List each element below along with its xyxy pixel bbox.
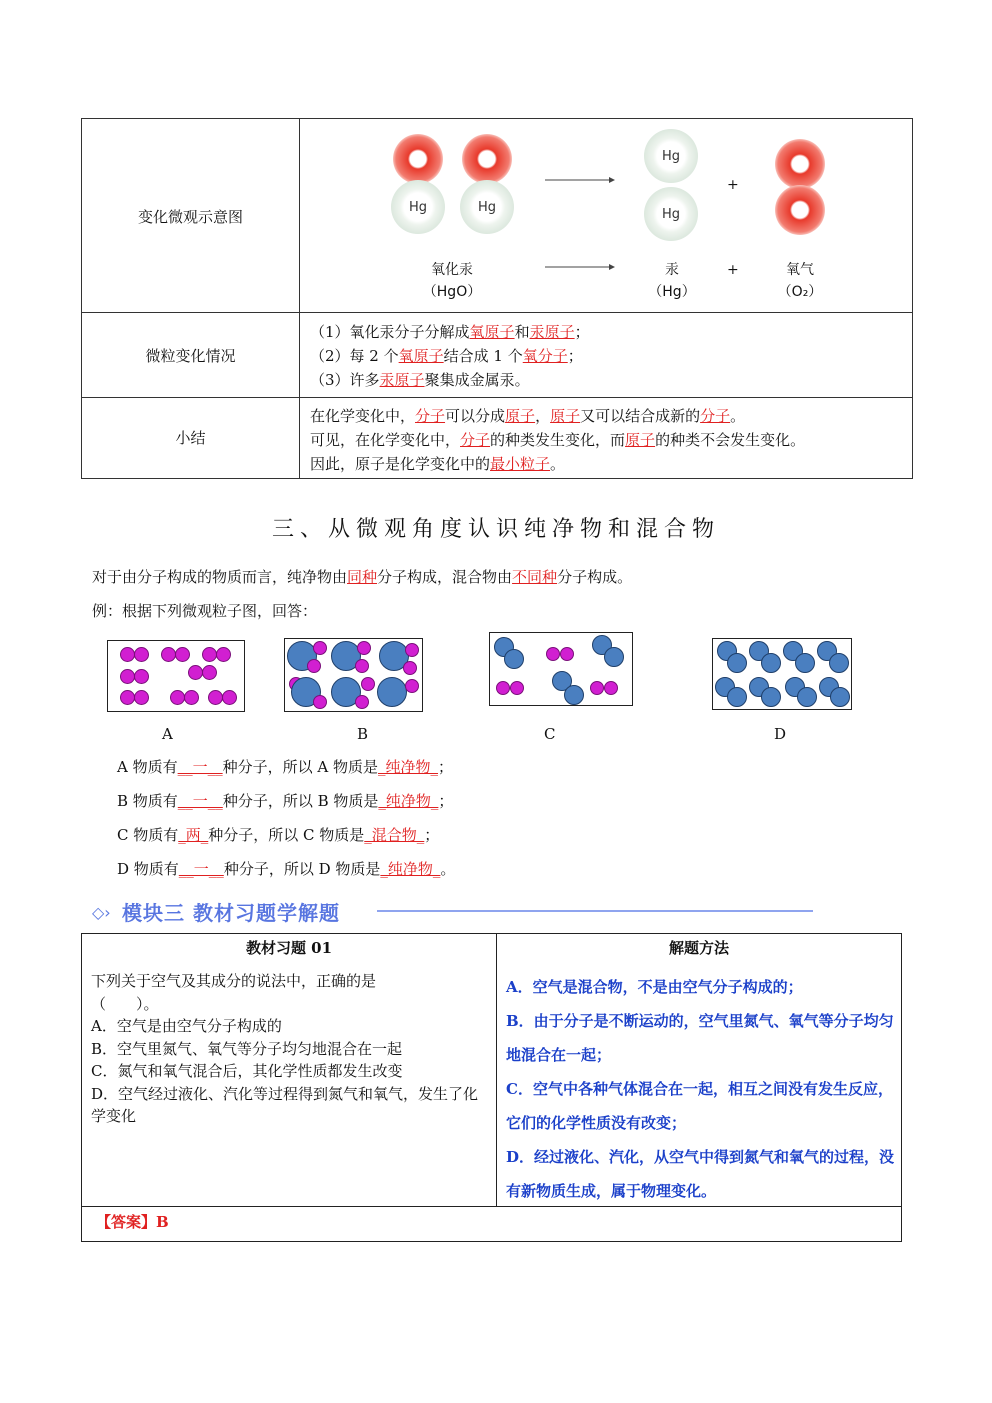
question-stem: 下列关于空气及其成分的说法中，正确的是 xyxy=(91,972,377,990)
method-a: A．空气是混合物，不是由空气分子构成的； xyxy=(506,978,803,996)
answer-line-b xyxy=(117,790,453,811)
text-run: D 物质有 xyxy=(117,860,179,878)
answer-blank: 汞原子 xyxy=(529,323,575,341)
text-run: 聚集成金属汞。 xyxy=(424,371,530,389)
answer-blank: _纯净物_ xyxy=(380,860,441,878)
summary-text xyxy=(310,404,906,476)
text-run: 的种类不会发生变化。 xyxy=(655,431,806,449)
answer-blank: _混合物_ xyxy=(364,826,425,844)
mercury-atom: Hg xyxy=(460,180,514,234)
product2-formula: （O₂） xyxy=(777,284,823,300)
box-label-c: C xyxy=(544,725,556,743)
exercise-table xyxy=(81,933,902,1242)
intro-text xyxy=(92,566,632,587)
text-run: ； xyxy=(438,758,454,776)
oxygen-atom: O xyxy=(775,139,825,189)
plus-sign: + xyxy=(727,262,739,278)
answer-label: 【答案】 xyxy=(96,1213,157,1231)
text-run: 对于由分子构成的物质而言，纯净物由 xyxy=(92,568,348,586)
option-c: C．氮气和氧气混合后，其化学性质都发生改变 xyxy=(91,1062,403,1080)
answer-blank: 氧原子 xyxy=(469,323,515,341)
answer-blank: 原子 xyxy=(505,407,536,425)
answer-blank: _两_ xyxy=(178,826,209,844)
answer-blank: __一__ xyxy=(178,860,224,878)
exercise-header: 教材习题 01 xyxy=(245,939,333,957)
row-label-particles: 微粒变化情况 xyxy=(145,347,236,365)
answer-blank: 原子 xyxy=(550,407,581,425)
answer-row xyxy=(96,1211,169,1232)
option-d: D．空气经过液化、汽化等过程得到氮气和氧气，发生了化学变化 xyxy=(91,1084,479,1125)
change-table xyxy=(81,118,913,479)
answer-blank: 氧原子 xyxy=(398,347,444,365)
reaction-arrow xyxy=(545,262,615,272)
answer-value: B xyxy=(156,1213,169,1231)
text-run: 可以分成 xyxy=(445,407,506,425)
text-line xyxy=(310,404,906,428)
text-run: 。 xyxy=(550,455,566,473)
text-run: （2）每 2 个 xyxy=(310,347,399,365)
section-title: 三、从微观角度认识纯净物和混合物 xyxy=(271,517,720,542)
answer-blank: 汞原子 xyxy=(379,371,425,389)
text-run: ； xyxy=(424,826,440,844)
answer-blank: _纯净物_ xyxy=(378,758,439,776)
text-run: 种分子，所以 D 物质是 xyxy=(223,860,381,878)
text-run: B 物质有 xyxy=(117,792,178,810)
row-label-diagram: 变化微观示意图 xyxy=(137,208,243,226)
method-c: C．空气中各种气体混合在一起，相互之间没有发生反应，它们的化学性质没有改变； xyxy=(506,1080,893,1132)
mercury-atom: Hg xyxy=(644,129,698,183)
plus-sign: + xyxy=(727,177,739,193)
text-run: （3）许多 xyxy=(310,371,380,389)
reaction-arrow xyxy=(545,175,615,185)
text-line xyxy=(310,452,906,476)
reactant-name: 氧化汞 xyxy=(431,262,473,278)
text-run: 分子构成，混合物由 xyxy=(377,568,513,586)
answer-line-c xyxy=(117,824,439,845)
text-run: （1）氧化汞分子分解成 xyxy=(310,323,470,341)
text-run: 在化学变化中， xyxy=(310,407,416,425)
text-line xyxy=(310,344,906,368)
answer-blank: _纯净物_ xyxy=(378,792,439,810)
particle-change-text xyxy=(310,320,906,392)
particle-box-b xyxy=(284,638,423,712)
answer-blank: 原子 xyxy=(625,431,656,449)
answer-line-d xyxy=(117,858,455,879)
text-run: 和 xyxy=(514,323,530,341)
text-run: ； xyxy=(438,792,454,810)
reactant-formula: （HgO） xyxy=(422,284,482,300)
product1-formula: （Hg） xyxy=(648,284,696,300)
method-d: D．经过液化、汽化，从空气中得到氮气和氧气的过程，没有新物质生成，属于物理变化。 xyxy=(506,1148,895,1200)
text-run: ； xyxy=(567,347,583,365)
method-b: B．由于分子是不断运动的，空气里氮气、氧气等分子均匀地混合在一起； xyxy=(506,1012,894,1064)
text-run: 可见，在化学变化中， xyxy=(310,431,461,449)
text-run: 因此，原子是化学变化中的 xyxy=(310,455,491,473)
text-line xyxy=(310,320,906,344)
text-run: ； xyxy=(574,323,590,341)
text-run: 。 xyxy=(440,860,456,878)
mercury-atom: Hg xyxy=(391,180,445,234)
method-block xyxy=(506,970,898,1208)
text-run: 种分子，所以 A 物质是 xyxy=(222,758,378,776)
text-run: 分子构成。 xyxy=(557,568,633,586)
answer-line-a xyxy=(117,756,453,777)
answer-blank: 最小粒子 xyxy=(490,455,551,473)
answer-blank: 氧分子 xyxy=(522,347,568,365)
oxygen-atom: O xyxy=(393,134,443,184)
question-block xyxy=(91,970,491,1128)
box-label-b: B xyxy=(357,725,369,743)
double-chevron-icon: ◇› xyxy=(92,903,111,922)
module-title: 模块三 教材习题学解题 xyxy=(122,901,340,925)
product2-name: 氧气 xyxy=(786,262,814,278)
text-line xyxy=(310,368,906,392)
question-blank: （ ）。 xyxy=(91,994,159,1013)
product1-name: 汞 xyxy=(665,262,679,278)
answer-blank: 分子 xyxy=(415,407,446,425)
text-run: 的种类发生变化，而 xyxy=(490,431,626,449)
module-banner xyxy=(92,895,722,927)
option-b: B．空气里氮气、氧气等分子均匀地混合在一起 xyxy=(91,1039,403,1058)
answer-blank: __一__ xyxy=(177,792,223,810)
text-run: 又可以结合成新的 xyxy=(580,407,701,425)
answer-blank: 分子 xyxy=(700,407,731,425)
text-line xyxy=(310,428,906,452)
oxygen-atom: O xyxy=(775,185,825,235)
answer-blank: 同种 xyxy=(347,568,378,586)
text-run: 种分子，所以 B 物质是 xyxy=(222,792,379,810)
option-a: A．空气是由空气分子构成的 xyxy=(91,1017,282,1035)
particle-box-a xyxy=(107,640,245,712)
box-label-a: A xyxy=(162,725,173,743)
row-label-summary: 小结 xyxy=(175,429,206,447)
answer-blank: 分子 xyxy=(460,431,491,449)
text-run: 种分子，所以 C 物质是 xyxy=(208,826,365,844)
text-run: C 物质有 xyxy=(117,826,179,844)
text-run: A 物质有 xyxy=(117,758,178,776)
particle-box-c xyxy=(489,632,633,706)
answer-blank: __一__ xyxy=(177,758,223,776)
mercury-atom: Hg xyxy=(644,187,698,241)
method-header: 解题方法 xyxy=(668,939,729,957)
text-run: 。 xyxy=(730,407,746,425)
box-label-d: D xyxy=(774,725,787,743)
answer-blank: 不同种 xyxy=(512,568,558,586)
particle-box-d xyxy=(712,638,852,710)
oxygen-atom: O xyxy=(462,134,512,184)
text-run: 结合成 1 个 xyxy=(443,347,523,365)
text-run: ， xyxy=(535,407,551,425)
example-prompt: 例：根据下列微观粒子图，回答： xyxy=(92,602,318,620)
